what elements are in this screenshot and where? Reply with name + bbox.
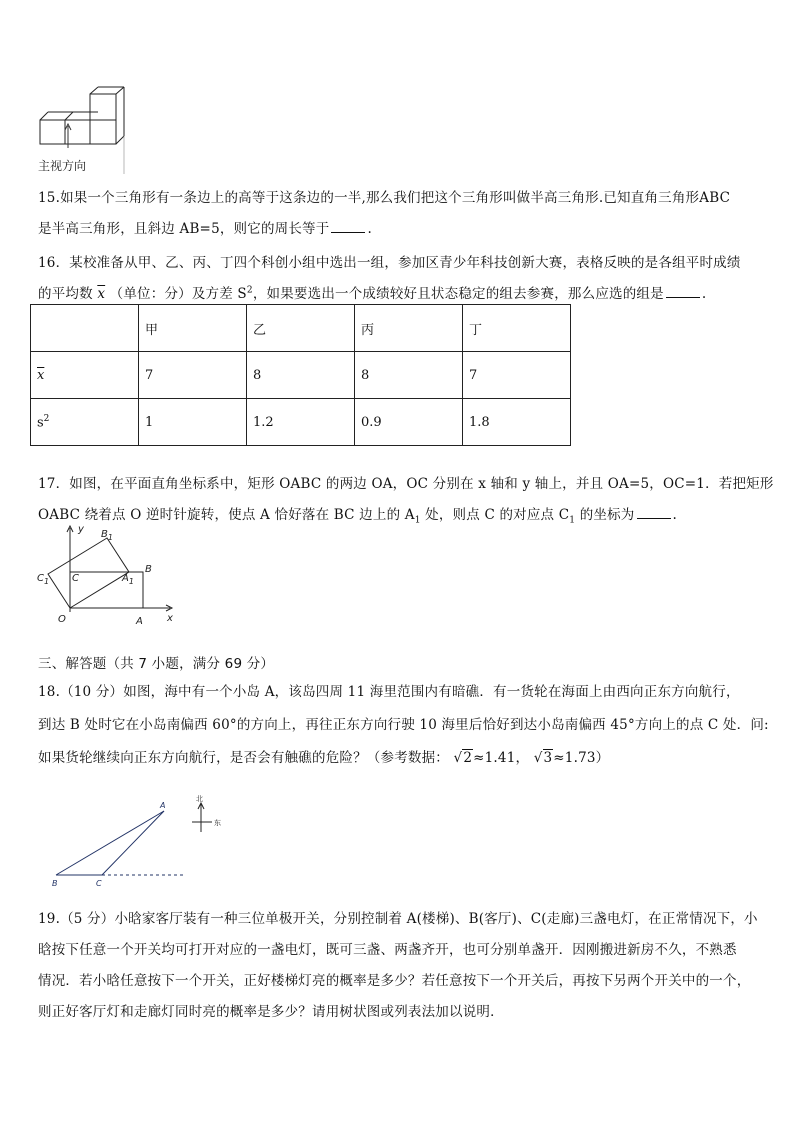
table-header-cell: 丙 <box>355 305 463 352</box>
cube-figure <box>36 84 136 178</box>
q18-line2: 到达 B 处时它在小岛南偏西 60°的方向上，再往正东方向行驶 10 海里后恰好到达小岛南偏西 45°方向上的点 C 处．问: <box>38 717 769 733</box>
sqrt-3-radicand: 3 <box>543 750 553 766</box>
table-header-cell: 丁 <box>463 305 571 352</box>
label-point-C: C <box>96 879 102 888</box>
q17-line1: 17．如图，在平面直角坐标系中，矩形 OABC 的两边 OA，OC 分别在 x 轴和 y 轴上，并且 OA=5，OC=1．若把矩形 <box>38 476 774 492</box>
table-header-row <box>31 305 571 352</box>
label-O: O <box>58 614 66 625</box>
q19-line4: 则正好客厅灯和走廊灯同时亮的概率是多少？请用树状图或列表法加以说明． <box>38 1004 504 1020</box>
a1-sub: 1 <box>414 515 421 526</box>
q16-line2-text-b: （单位：分）及方差 S <box>109 286 247 302</box>
approx-1: ≈1.41， <box>473 750 530 766</box>
table-cell: 1.2 <box>247 399 355 446</box>
label-y-axis: y <box>78 524 84 535</box>
label-A: A <box>136 616 143 627</box>
variance-sup: 2 <box>246 285 253 296</box>
q19-line1: 19.（5 分）小晗家客厅装有一种三位单极开关，分别控制着 A(楼梯)、B(客厅)、C(走廊)三盏电灯，在正常情况下，小 <box>38 911 758 927</box>
label-C1-main: C <box>37 573 44 584</box>
label-A1 <box>121 573 134 586</box>
q17-line2-end: . <box>672 507 678 523</box>
table-cell: 8 <box>355 352 463 399</box>
table-header-cell: 乙 <box>247 305 355 352</box>
table-cell: 8 <box>247 352 355 399</box>
label-C: C <box>72 573 79 584</box>
label-x-axis: x <box>167 613 173 624</box>
q16-line2-end: . <box>701 286 707 302</box>
label-A1-main: A <box>122 573 129 584</box>
label-C1 <box>37 573 49 586</box>
table-cell: 7 <box>463 352 571 399</box>
q17-line2 <box>38 503 677 526</box>
q15-line1: 15.如果一个三角形有一条边上的高等于这条边的一半,那么我们把这个三角形叫做半高三角形.已知直角三角形ABC <box>38 190 731 206</box>
label-point-B: B <box>52 879 58 888</box>
cube-caption: 主视方向 <box>38 159 87 173</box>
ship-drawing <box>44 792 244 890</box>
mean-symbol: $\overline{x}$ <box>97 286 106 302</box>
approx-2: ≈1.73） <box>553 750 610 766</box>
q18-line3-text: 如果货轮继续向正东方向航行，是否会有触礁的危险？（参考数据： <box>38 750 449 766</box>
q17-line2-text-b: 处，则点 C 的对应点 C <box>420 507 570 523</box>
q18-line3 <box>38 746 609 766</box>
q15-line2-end: . <box>367 221 372 237</box>
label-B1-main: B <box>101 529 108 540</box>
label-island-A: A <box>160 801 166 810</box>
q16-answer-blank <box>666 287 700 298</box>
table-cell: 7 <box>139 352 247 399</box>
score-table <box>30 304 571 446</box>
q17-answer-blank <box>637 508 671 519</box>
variance-label: s <box>37 415 44 431</box>
table-label-variance <box>31 399 139 446</box>
table-cell: 1 <box>139 399 247 446</box>
table-row-mean <box>31 352 571 399</box>
table-cell: 1.8 <box>463 399 571 446</box>
mean-label: $\overline{x}$ <box>37 367 45 383</box>
sqrt-2: √2 <box>453 750 473 766</box>
label-east: 东 <box>214 819 221 827</box>
label-A1-sub: 1 <box>128 577 134 586</box>
q15-answer-blank <box>331 222 365 233</box>
q16-line2-text-c: ，如果要选出一个成绩较好且状态稳定的组去参赛，那么应选的组是 <box>252 286 664 302</box>
table-cell: 0.9 <box>355 399 463 446</box>
label-C1-sub: 1 <box>43 577 50 586</box>
q17-line2-text-c: 的坐标为 <box>575 507 635 523</box>
variance-label-sup: 2 <box>43 413 50 424</box>
sqrt-2-radicand: 2 <box>463 750 473 766</box>
table-header-cell <box>31 305 139 352</box>
c1-sub: 1 <box>569 515 576 526</box>
q16-line2-text: 的平均数 <box>38 286 93 302</box>
rectangle-rotation-figure <box>34 524 184 630</box>
section-title: 三、解答题（共 7 小题，满分 69 分） <box>38 656 275 672</box>
sqrt-3: √3 <box>533 750 553 766</box>
q19-line2: 晗按下任意一个开关均可打开对应的一盏电灯，既可三盏、两盏齐开，也可分别单盏开．因刚搬进新房不久，不熟悉 <box>38 942 737 958</box>
ship-figure <box>44 792 244 890</box>
q15-line2-text: 是半高三角形，且斜边 AB=5，则它的周长等于 <box>38 221 330 237</box>
q18-line1: 18.（10 分）如图，海中有一个小岛 A，该岛四周 11 海里范围内有暗礁．有一货轮在海面上由西向正东方向航行， <box>38 684 740 700</box>
q16-line1: 16．某校准备从甲、乙、丙、丁四个科创小组中选出一组，参加区青少年科技创新大赛，表格反映的是各组平时成绩 <box>38 255 741 271</box>
label-north: 北 <box>196 795 203 803</box>
cube-drawing <box>36 84 136 178</box>
q16-line2 <box>38 282 706 302</box>
table-row-variance <box>31 399 571 446</box>
label-B1-sub: 1 <box>107 533 113 542</box>
q17-line2-text: OABC 绕着点 O 逆时针旋转，使点 A 恰好落在 BC 边上的 A <box>38 507 415 523</box>
rotation-drawing <box>34 524 184 630</box>
q15-line2 <box>38 217 372 237</box>
table-header-cell: 甲 <box>139 305 247 352</box>
label-B: B <box>145 564 152 575</box>
table-label-mean <box>31 352 139 399</box>
q19-line3: 情况．若小晗任意按下一个开关，正好楼梯灯亮的概率是多少？若任意按下一个开关后，再按下另两个开关中的一个， <box>38 973 751 989</box>
